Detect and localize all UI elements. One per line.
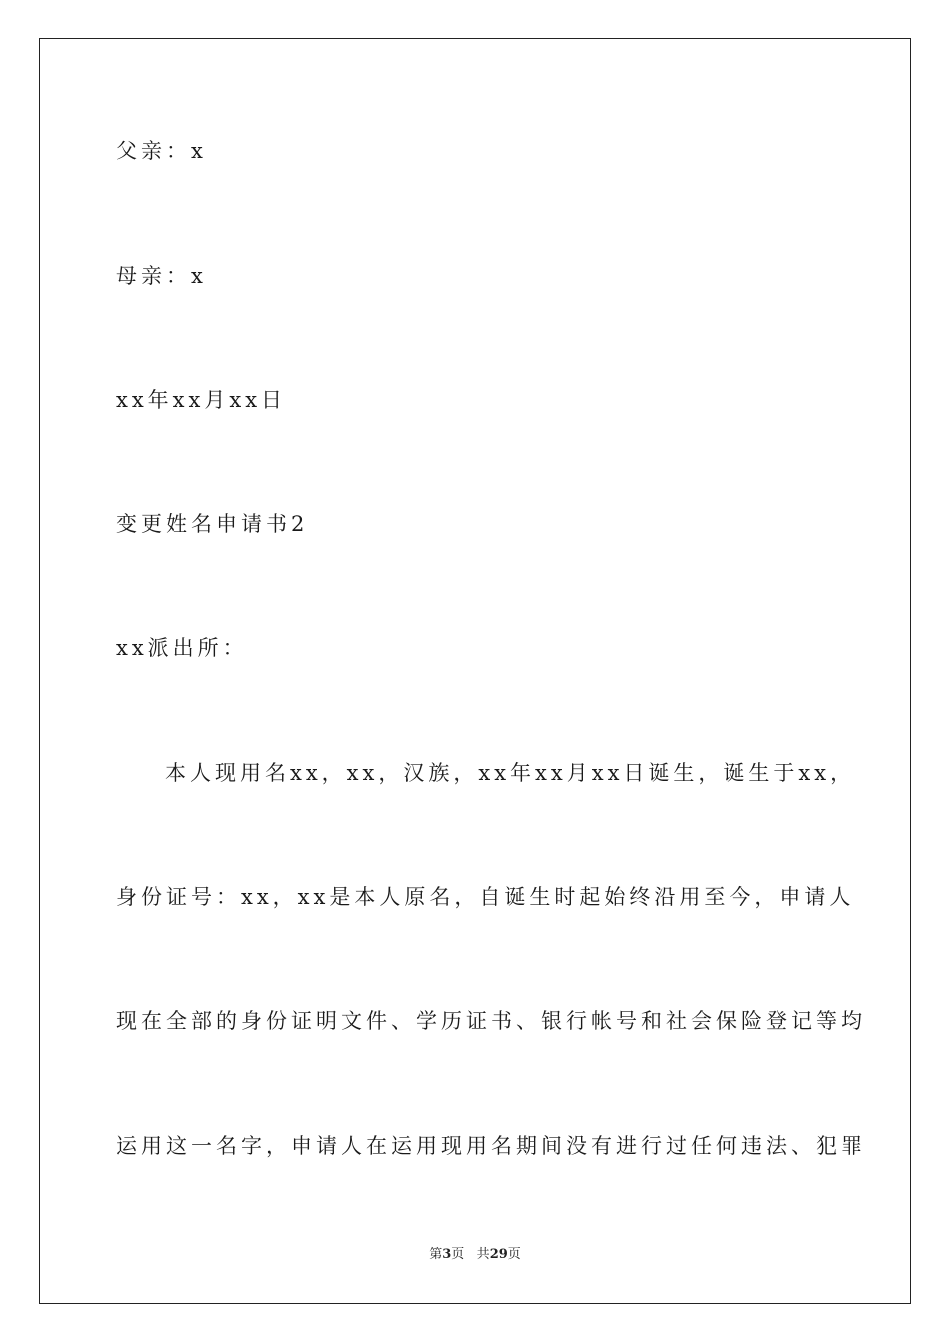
body-line-2: 身份证号：xx，xx是本人原名，自诞生时起始终沿用至今，申请人 (116, 885, 855, 909)
footer-total-suffix: 页 (507, 1247, 521, 1262)
footer-page-word: 页 (451, 1247, 465, 1262)
section-title: 变更姓名申请书2 (116, 512, 309, 536)
total-page-number: 29 (489, 1247, 508, 1262)
body-line-3: 现在全部的身份证明文件、学历证书、银行帐号和社会保险登记等均 (116, 1009, 866, 1033)
date-line: xx年xx月xx日 (116, 388, 287, 412)
mother-line: 母亲：x (116, 264, 207, 288)
footer-total-prefix: 共 (476, 1247, 490, 1262)
addressee-line: xx派出所： (116, 636, 248, 660)
footer-prefix: 第 (429, 1247, 443, 1262)
page-border (39, 38, 911, 1304)
father-line: 父亲：x (116, 139, 207, 163)
body-line-1: 本人现用名xx，xx，汉族，xx年xx月xx日诞生，诞生于xx， (165, 761, 856, 785)
body-line-4: 运用这一名字，申请人在运用现用名期间没有进行过任何违法、犯罪 (116, 1134, 866, 1158)
page-footer (0, 1246, 950, 1264)
current-page-number: 3 (442, 1247, 452, 1262)
